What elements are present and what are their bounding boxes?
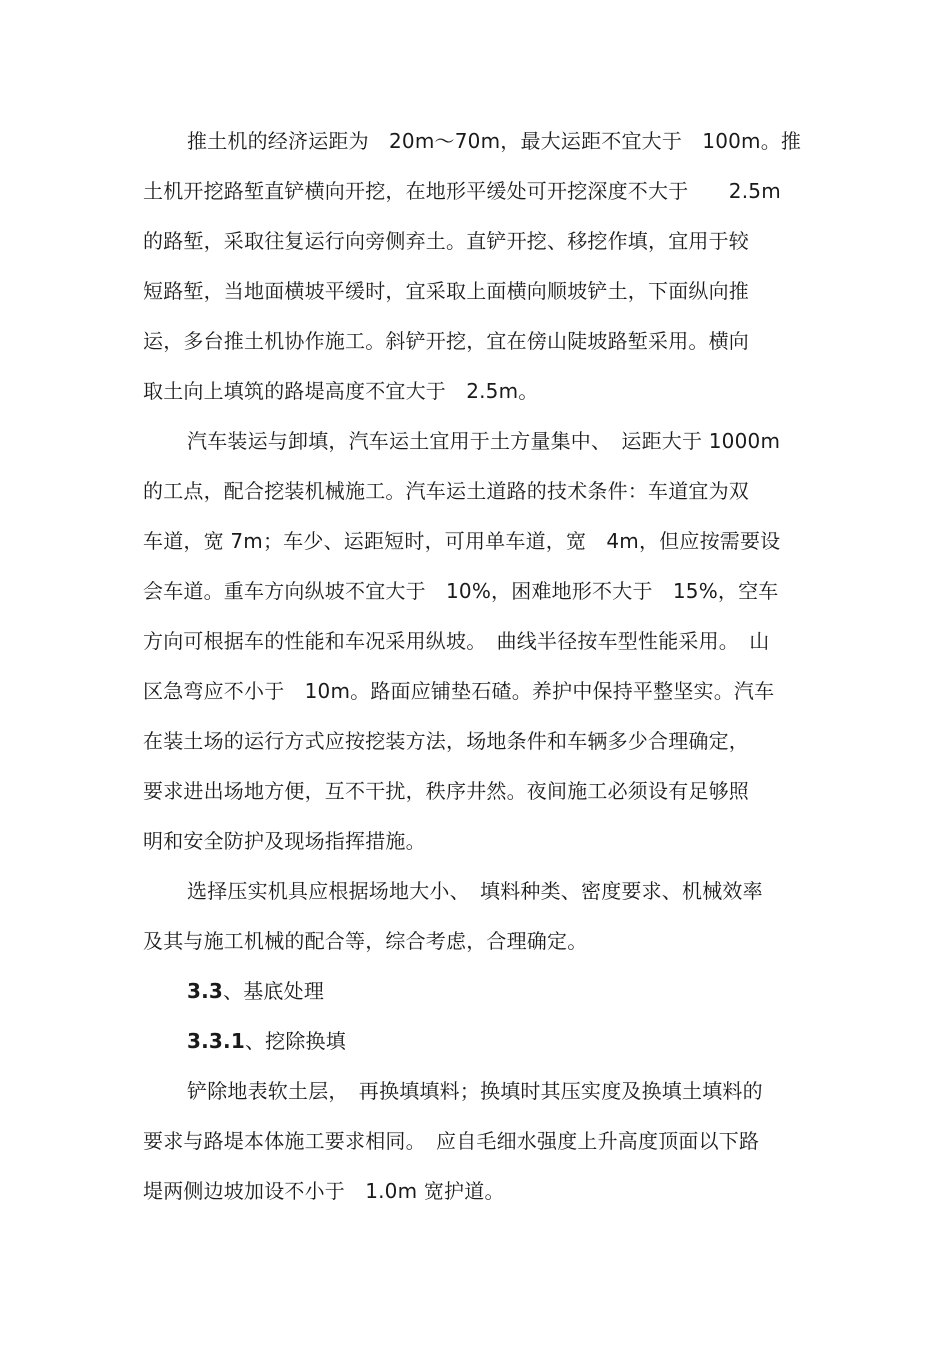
paragraph-line: 运，多台推土机协作施工。斜铲开挖，宜在傍山陡坡路堑采用。横向 bbox=[143, 329, 749, 353]
paragraph-line: 在装土场的运行方式应按挖装方法，场地条件和车辆多少合理确定， bbox=[143, 729, 749, 753]
paragraph-line: 明和安全防护及现场指挥措施。 bbox=[143, 829, 426, 853]
paragraph-line: 堤两侧边坡加设不小于 1.0m 宽护道。 bbox=[143, 1179, 505, 1203]
paragraph-line: 车道，宽 7m；车少、运距短时，可用单车道，宽 4m，但应按需要设 bbox=[143, 529, 781, 553]
paragraph-line: 区急弯应不小于 10m。路面应铺垫石碴。养护中保持平整坚实。汽车 bbox=[143, 679, 775, 703]
paragraph-line: 要求与路堤本体施工要求相同。 应自毛细水强度上升高度顶面以下路 bbox=[143, 1129, 760, 1153]
paragraph-line: 铲除地表软土层， 再换填填料；换填时其压实度及换填土填料的 bbox=[187, 1079, 763, 1103]
section-title: 、基底处理 bbox=[223, 979, 325, 1003]
section-heading-3-3 bbox=[187, 978, 324, 1004]
paragraph-line: 及其与施工机械的配合等，综合考虑，合理确定。 bbox=[143, 929, 588, 953]
paragraph-line: 选择压实机具应根据场地大小、 填料种类、密度要求、机械效率 bbox=[187, 879, 763, 903]
paragraph-line: 的路堑，采取往复运行向旁侧弃土。直铲开挖、移挖作填，宜用于较 bbox=[143, 229, 749, 253]
paragraph-line: 要求进出场地方便，互不干扰，秩序井然。夜间施工必须设有足够照 bbox=[143, 779, 749, 803]
paragraph-line: 短路堑，当地面横坡平缓时，宜采取上面横向顺坡铲土，下面纵向推 bbox=[143, 279, 749, 303]
paragraph-line: 取土向上填筑的路堤高度不宜大于 2.5m。 bbox=[143, 379, 539, 403]
section-heading-3-3-1 bbox=[187, 1028, 346, 1054]
section-number: 3.3 bbox=[187, 979, 224, 1003]
paragraph-line: 方向可根据车的性能和车况采用纵坡。 曲线半径按车型性能采用。 山 bbox=[143, 629, 770, 653]
paragraph-line: 会车道。重车方向纵坡不宜大于 10%，困难地形不大于 15%，空车 bbox=[143, 579, 779, 603]
paragraph-line: 的工点，配合挖装机械施工。汽车运土道路的技术条件：车道宜为双 bbox=[143, 479, 749, 503]
paragraph-line: 汽车装运与卸填，汽车运土宜用于土方量集中、 运距大于 1000m bbox=[187, 429, 781, 453]
section-number: 3.3.1 bbox=[187, 1029, 245, 1053]
section-title: 、挖除换填 bbox=[244, 1029, 346, 1053]
paragraph-line: 土机开挖路堑直铲横向开挖，在地形平缓处可开挖深度不大于 2.5m bbox=[143, 179, 781, 203]
paragraph-line: 推土机的经济运距为 20m～70m，最大运距不宜大于 100m。推 bbox=[187, 129, 802, 153]
